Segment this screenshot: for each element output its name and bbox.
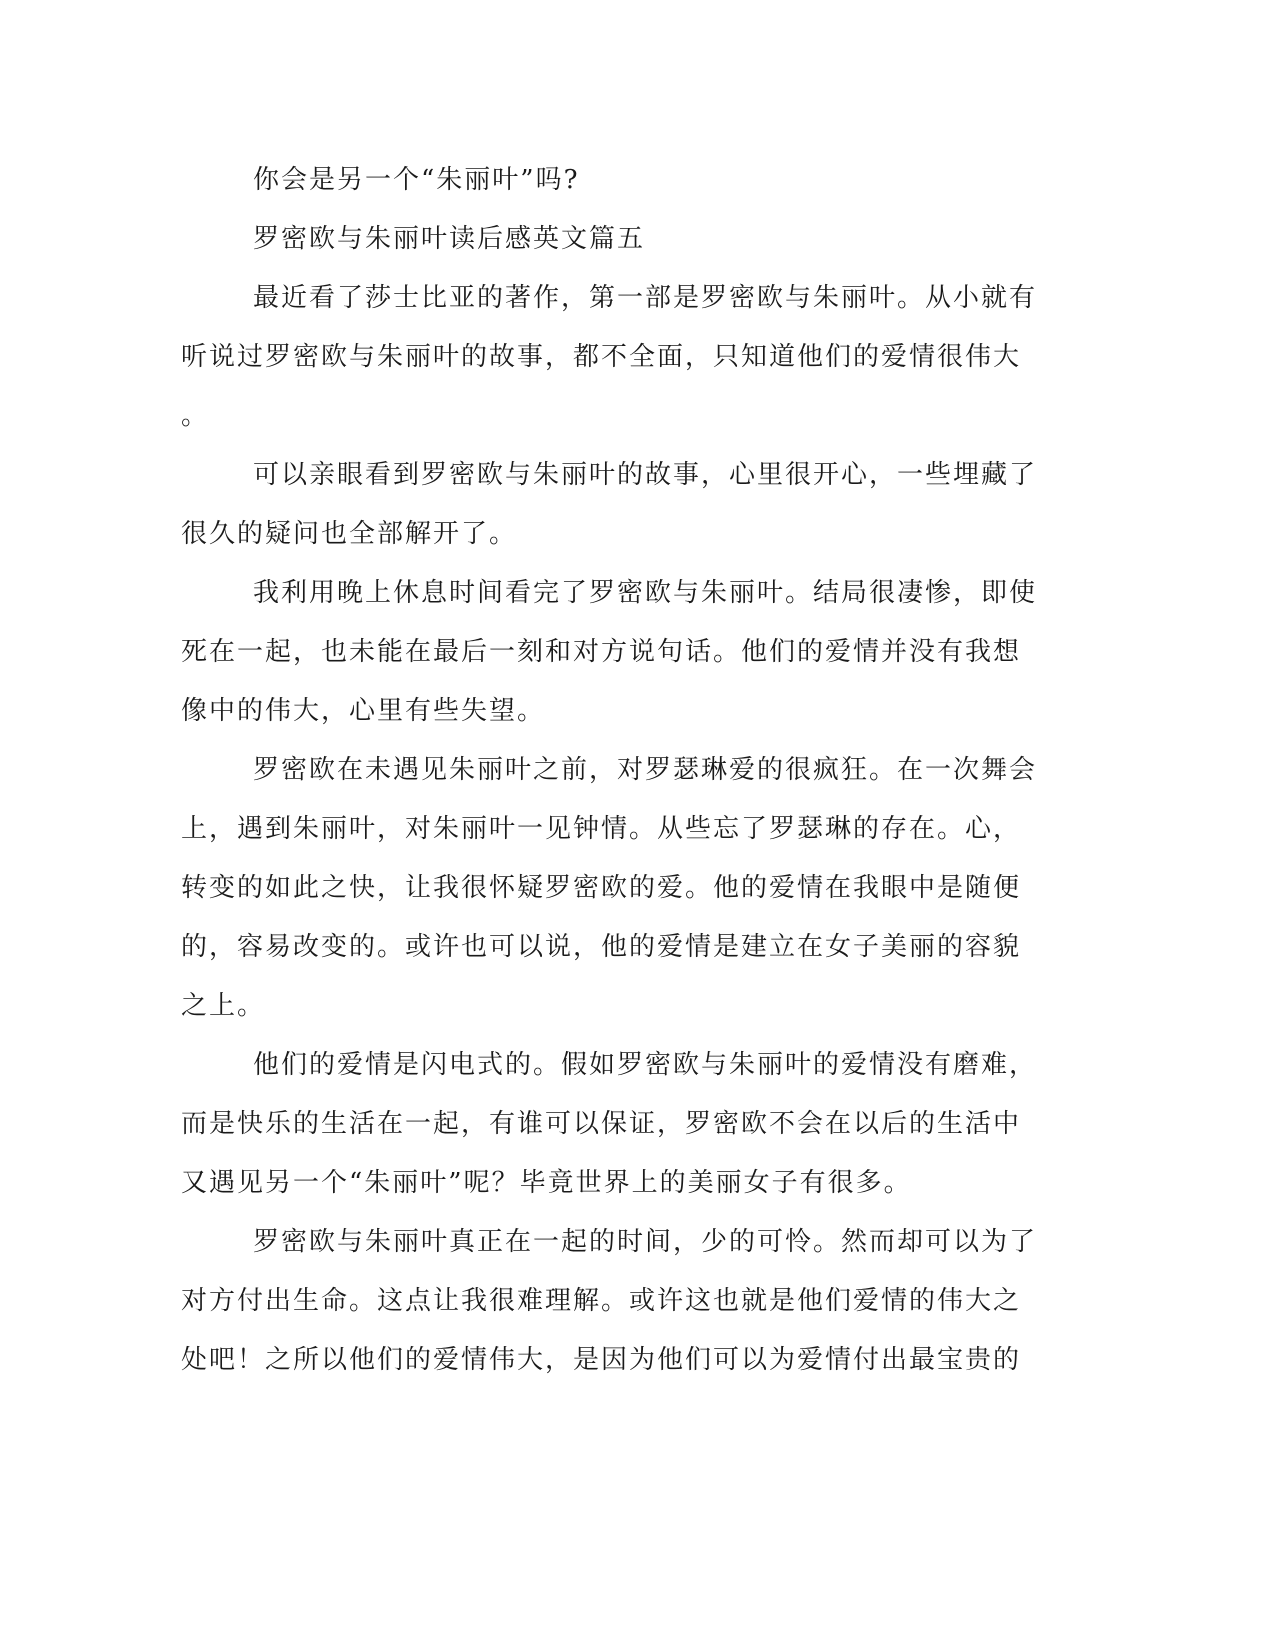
text-line: 最近看了莎士比亚的著作，第一部是罗密欧与朱丽叶。从小就有 (253, 283, 1038, 313)
text-line: 你会是另一个“朱丽叶”吗? (253, 165, 580, 195)
text-line: 。 (181, 401, 210, 431)
text-line: 很久的疑问也全部解开了。 (181, 519, 518, 549)
document-body (181, 157, 1041, 1396)
text-line: 转变的如此之快，让我很怀疑罗密欧的爱。他的爱情在我眼中是随便 (181, 873, 1022, 903)
text-line: 他们的爱情是闪电式的。假如罗密欧与朱丽叶的爱情没有磨难， (253, 1050, 1038, 1080)
text-line: 听说过罗密欧与朱丽叶的故事，都不全面，只知道他们的爱情很伟大 (181, 342, 1022, 372)
text-line: 对方付出生命。这点让我很难理解。或许这也就是他们爱情的伟大之 (181, 1286, 1022, 1316)
text-line: 而是快乐的生活在一起，有谁可以保证，罗密欧不会在以后的生活中 (181, 1109, 1022, 1139)
text-line: 之上。 (181, 991, 266, 1021)
text-line: 处吧！之所以他们的爱情伟大，是因为他们可以为爱情付出最宝贵的 (181, 1345, 1022, 1375)
text-line: 又遇见另一个“朱丽叶”呢？毕竟世界上的美丽女子有很多。 (181, 1168, 912, 1198)
text-line: 罗密欧与朱丽叶真正在一起的时间，少的可怜。然而却可以为了 (253, 1227, 1038, 1257)
section-heading: 罗密欧与朱丽叶读后感英文篇五 (253, 224, 646, 254)
text-line: 死在一起，也未能在最后一刻和对方说句话。他们的爱情并没有我想 (181, 637, 1022, 667)
text-line: 上，遇到朱丽叶，对朱丽叶一见钟情。从些忘了罗瑟琳的存在。心， (181, 814, 1022, 844)
text-line: 罗密欧在未遇见朱丽叶之前，对罗瑟琳爱的很疯狂。在一次舞会 (253, 755, 1038, 785)
text-line: 的，容易改变的。或许也可以说，他的爱情是建立在女子美丽的容貌 (181, 932, 1022, 962)
text-line: 可以亲眼看到罗密欧与朱丽叶的故事，心里很开心，一些埋藏了 (253, 460, 1038, 490)
text-line: 我利用晚上休息时间看完了罗密欧与朱丽叶。结局很凄惨，即使 (253, 578, 1038, 608)
text-line: 像中的伟大，心里有些失望。 (181, 696, 546, 726)
